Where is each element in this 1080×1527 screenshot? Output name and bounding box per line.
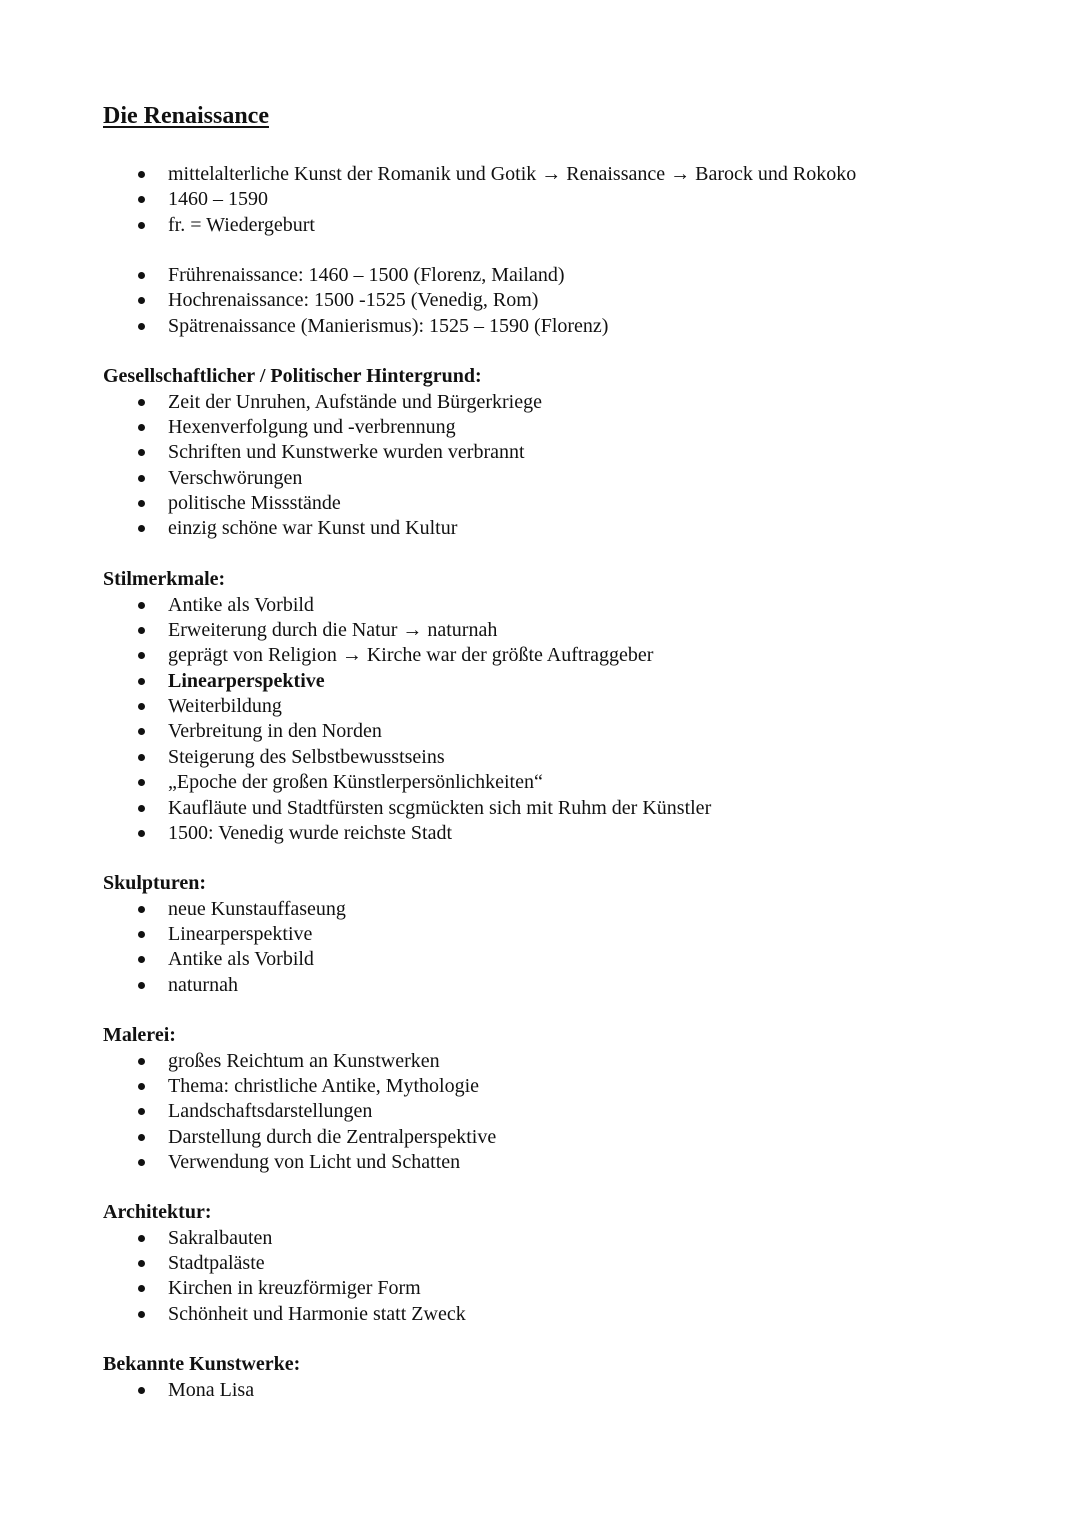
bullet-icon <box>138 906 145 913</box>
bullet-icon <box>138 703 145 710</box>
periods-section <box>103 263 608 339</box>
list-item: Stadtpaläste <box>103 1251 466 1276</box>
list-item: Kaufläute und Stadtfürsten scgmückten sich mit Ruhm der Künstler <box>103 796 711 821</box>
intro-section <box>103 162 856 238</box>
bullet-icon <box>138 500 145 507</box>
list-item: naturnah <box>103 973 346 998</box>
section-heading: Architektur: <box>103 1201 212 1223</box>
bullet-icon <box>138 779 145 786</box>
list-item: Thema: christliche Antike, Mythologie <box>103 1074 496 1099</box>
list-item: fr. = Wiedergeburt <box>103 213 856 238</box>
bullet-icon <box>138 171 145 178</box>
style-section <box>103 567 711 846</box>
list-item: Hexenverfolgung und -verbrennung <box>103 415 542 440</box>
bullet-icon <box>138 830 145 837</box>
list-item: Antike als Vorbild <box>103 947 346 972</box>
bullet-icon <box>138 982 145 989</box>
list-item: neue Kunstauffaseung <box>103 897 346 922</box>
list-item: Frührenaissance: 1460 – 1500 (Florenz, Mailand) <box>103 263 608 288</box>
list-item: Antike als Vorbild <box>103 593 711 618</box>
bullet-icon <box>138 1311 145 1318</box>
background-list <box>103 390 542 542</box>
bullet-icon <box>138 525 145 532</box>
bullet-icon <box>138 1134 145 1141</box>
section-heading: Skulpturen: <box>103 872 207 894</box>
bullet-icon <box>138 297 145 304</box>
bullet-icon <box>138 728 145 735</box>
painting-list <box>103 1049 496 1176</box>
bullet-icon <box>138 805 145 812</box>
bullet-icon <box>138 399 145 406</box>
list-item: Verwendung von Licht und Schatten <box>103 1150 496 1175</box>
list-item: großes Reichtum an Kunstwerken <box>103 1049 496 1074</box>
architecture-list <box>103 1226 466 1328</box>
bullet-icon <box>138 1159 145 1166</box>
bullet-icon <box>138 449 145 456</box>
list-item: Schönheit und Harmonie statt Zweck <box>103 1302 466 1327</box>
bullet-icon <box>138 424 145 431</box>
list-item: Kirchen in kreuzförmiger Form <box>103 1276 466 1301</box>
bullet-icon <box>138 1285 145 1292</box>
list-item: 1500: Venedig wurde reichste Stadt <box>103 821 711 846</box>
section-heading: Stilmerkmale: <box>103 568 226 590</box>
list-item: geprägt von Religion → Kirche war der größte Auftraggeber <box>103 643 711 668</box>
list-item: Mona Lisa <box>103 1378 300 1403</box>
list-item: Zeit der Unruhen, Aufstände und Bürgerkriege <box>103 390 542 415</box>
list-item: einzig schöne war Kunst und Kultur <box>103 516 542 541</box>
bullet-icon <box>138 1235 145 1242</box>
artworks-section <box>103 1352 300 1403</box>
list-item: Darstellung durch die Zentralperspektive <box>103 1125 496 1150</box>
list-item: Hochrenaissance: 1500 -1525 (Venedig, Rom) <box>103 288 608 313</box>
periods-list <box>103 263 608 339</box>
list-item: Sakralbauten <box>103 1226 466 1251</box>
list-item: Weiterbildung <box>103 694 711 719</box>
section-heading: Bekannte Kunstwerke: <box>103 1353 301 1375</box>
bullet-icon <box>138 652 145 659</box>
painting-section <box>103 1023 496 1175</box>
list-item: „Epoche der großen Künstlerpersönlichkeiten“ <box>103 770 711 795</box>
list-item: Landschaftsdarstellungen <box>103 1099 496 1124</box>
list-item: Erweiterung durch die Natur → naturnah <box>103 618 711 643</box>
bullet-icon <box>138 272 145 279</box>
list-item: Verschwörungen <box>103 466 542 491</box>
bullet-icon <box>138 754 145 761</box>
sculpture-section <box>103 871 346 998</box>
page-title: Die Renaissance <box>103 103 269 129</box>
section-heading: Gesellschaftlicher / Politischer Hintergrund: <box>103 365 482 387</box>
architecture-section <box>103 1200 466 1327</box>
bullet-icon <box>138 602 145 609</box>
list-item: 1460 – 1590 <box>103 187 856 212</box>
bullet-icon <box>138 222 145 229</box>
artworks-list <box>103 1378 300 1403</box>
sculpture-list <box>103 897 346 999</box>
bullet-icon <box>138 1108 145 1115</box>
list-item: mittelalterliche Kunst der Romanik und Gotik → Renaissance → Barock und Rokoko <box>103 162 856 187</box>
bullet-icon <box>138 323 145 330</box>
style-list <box>103 593 711 847</box>
bullet-icon <box>138 1387 145 1394</box>
list-item: Linearperspektive <box>103 922 346 947</box>
bullet-icon <box>138 1260 145 1267</box>
bullet-icon <box>138 627 145 634</box>
list-item: Steigerung des Selbstbewusstseins <box>103 745 711 770</box>
bullet-icon <box>138 1083 145 1090</box>
list-item: Spätrenaissance (Manierismus): 1525 – 1590 (Florenz) <box>103 314 608 339</box>
intro-list <box>103 162 856 238</box>
list-item: Schriften und Kunstwerke wurden verbrannt <box>103 440 542 465</box>
bullet-icon <box>138 956 145 963</box>
section-heading: Malerei: <box>103 1024 176 1046</box>
background-section <box>103 364 542 542</box>
list-item: politische Missstände <box>103 491 542 516</box>
list-item: Verbreitung in den Norden <box>103 719 711 744</box>
bullet-icon <box>138 1058 145 1065</box>
bullet-icon <box>138 196 145 203</box>
bullet-icon <box>138 475 145 482</box>
bullet-icon <box>138 678 145 685</box>
list-item: Linearperspektive <box>103 669 711 694</box>
bullet-icon <box>138 931 145 938</box>
